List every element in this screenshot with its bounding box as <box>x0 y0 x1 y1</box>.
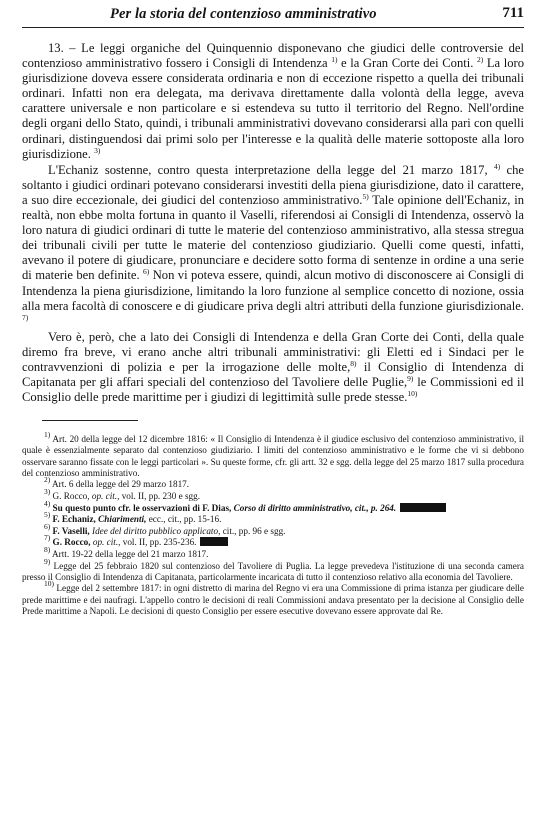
footnote-9 <box>22 556 525 583</box>
footnote-ref: 4) <box>493 161 501 171</box>
footnote-10 <box>22 579 524 617</box>
footnote-ref: 9) <box>407 374 414 384</box>
paragraph-tribunali <box>22 330 524 405</box>
footnote-ref: 7) <box>22 312 29 322</box>
footnote-number: 1) <box>44 430 51 440</box>
text-run: il Consiglio di Intendenza di Capitanata per gli affari speciali del contenzioso del Tavoliere delle Puglie, <box>22 359 524 390</box>
footnote-7 <box>22 533 524 548</box>
text-run: le Commissioni ed il Consiglio delle prede marittime per i giudizi di legittimità sulle prede stesse. <box>22 375 524 405</box>
footnote-text: vol. II, pp. 230 e sgg. <box>121 491 201 502</box>
footnote-ref: 2) <box>477 55 484 65</box>
footnote-ref: 10) <box>407 389 418 399</box>
footnote-ref: 6) <box>143 267 150 277</box>
footnote-6 <box>22 521 524 537</box>
text-run: Tale opinione dell'Echaniz, in realtà, non ebbe molta fortuna in quanto il Vaselli, riferendosi ai Consigli di Intendenza, osservò la loro natura di giudici ordinari di tutte le materie del contenzioso amministrativo, alla stessa stregua dei tribunali civili per tutte le materie del contenzioso giudiziario. Quelli come questi, infatti, avevano il potere di giudicare, pronunciare e decidere sotto forma di sentenze in ordine a una serie di materie ben definite. <box>22 192 524 283</box>
footnote-author: F. Vaselli, <box>52 525 90 536</box>
footnote-ref: 3) <box>94 145 101 155</box>
footnote-number: 7) <box>44 533 51 543</box>
footnote-ref: 8) <box>350 358 357 368</box>
text-run: Vero è, però, che a lato dei Consigli di Intendenza e della Gran Corte dei Conti, della quale diremo fra breve, vi erano anche altri tribunali amministrativi: gli Eletti ed i Sindaci per le contravvenzioni di polizia e per la irrogazione delle molte, <box>22 329 524 374</box>
footnote-text: Legge del 25 febbraio 1820 sul contenzioso del Tavoliere di Puglia. La legge prevedeva l'istituzione di una seconda camera presso il Consiglio di Intendenza di Capitanata, particolarmente incaricata di tutto il contenzioso relativo alla economia del Tavoliere. <box>22 560 525 582</box>
footnote-text: cit., pp. 96 e sgg. <box>222 525 286 536</box>
footnote-text: Artt. 19-22 della legge del 21 marzo 1817. <box>52 549 209 560</box>
footnote-ref-text: op. cit., <box>92 537 121 548</box>
footnote-title: Corso di diritto amministrativo, cit., p. 264. <box>233 502 397 513</box>
text-run: La loro giurisdizione doveva essere considerata ordinaria e non di eccezione rispetto a quella dei tribunali ordinari. Infatti non era delegata, ma derivava direttamente dalla volontà della legge, aveva carattere universale e non particolare e si estendeva su tutto il territorio del Regno. Nell'ordine degli organi dello Stato, quindi, i tribunali amministrativi dovevano considerarsi alla pari con quelli ordinari, distinguendosi dai primi solo per l'interesse e la qualità delle materie sottoposte alla loro giurisdizione. <box>22 56 525 161</box>
footnote-author: F. Dias, <box>202 502 232 513</box>
footnote-number: 3) <box>44 487 51 497</box>
paragraph-13 <box>22 41 524 162</box>
footnote-4 <box>22 498 524 514</box>
footnote-divider <box>42 420 138 421</box>
page-number: 711 <box>502 5 524 21</box>
footnote-number: 8) <box>44 545 51 555</box>
text-run: e la Gran Corte dei Conti. <box>341 56 474 71</box>
footnote-author: G. Rocco, <box>52 537 91 548</box>
footnote-number: 5) <box>44 510 51 520</box>
footnote-number: 2) <box>44 475 51 485</box>
footnote-8 <box>22 545 524 560</box>
paragraph-echaniz <box>22 163 524 329</box>
footnote-text: ecc., cit., pp. 15-16. <box>148 514 222 525</box>
running-title: Per la storia del contenzioso amministrativo <box>110 6 377 22</box>
text-run: Non vi poteva essere, quindi, alcun motivo di disconoscere ai Consigli di Intendenza la piena giurisdizione, limitando la loro funzione al semplice concetto di nozione, ossia alla mera facoltà di conoscere e di giudicare priva degli altri attributi della funzione giurisdizionale. <box>22 268 524 313</box>
text-run: che soltanto i giudici ordinari potevano considerarsi investiti della piena giurisdizione, dato il carattere, a suo dire eccezionale, dei giudici del contenzioso amministrativo. <box>22 162 524 207</box>
footnote-text: Art. 6 della legge del 29 marzo 1817. <box>52 479 190 490</box>
footnote-author: F. Echaniz, <box>52 514 96 525</box>
text-run: 13. – Le leggi organiche del Quinquennio disponevano che giudici delle controversie del contenzioso amministrativo fossero i Consigli di Intendenza <box>22 41 524 71</box>
footnotes <box>22 430 525 617</box>
footnote-text: Art. 20 della legge del 12 dicembre 1816: « Il Consiglio di Intendenza è il giudice esclusivo del contenzioso amministrativo, il quale è essenzialmente separato dal contenzioso giudiziario. I limiti del contenzioso amministrativo e le forme che vi si debbono osservare saranno fissate con le leggi particolari ». Su queste forme, cfr. gli artt. 32 e sgg. della legge del 25 marzo 1817 sulla procedura del contenzioso amministrativo. <box>22 434 524 478</box>
footnote-5 <box>22 510 524 525</box>
text-run: L'Echaniz sostenne, contro questa interpretazione della legge del 21 marzo 1817, <box>48 162 488 177</box>
footnote-ref: 5) <box>362 191 369 201</box>
footnote-ref-text: op. cit., <box>91 491 120 502</box>
footnote-number: 4) <box>44 498 51 508</box>
redaction-mark <box>200 537 228 546</box>
footnote-text: vol. II, pp. 235-236. <box>122 537 197 548</box>
footnote-2 <box>22 475 524 490</box>
footnote-text: Legge del 2 settembre 1817: in ogni distretto di marina del Regno vi era una Commissione di prima istanza per giudicare delle prede marittime e dei naufragi. L'appello contro le decisioni di reali Commissioni andava presentato per la decisione al Consiglio delle Prede marittime a Napoli. Le decisioni di questo Consiglio per essere esecutive dovevano essere approvate dal Re. <box>22 583 524 616</box>
footnote-1 <box>22 430 524 479</box>
footnote-title: Idee del diritto pubblico applicato, <box>92 525 221 536</box>
footnote-number: 9) <box>44 556 51 566</box>
footnote-text: Su questo punto cfr. le osservazioni di <box>52 502 200 513</box>
footnote-title: Chiarimenti, <box>98 514 147 525</box>
footnote-author: G. Rocco, <box>52 491 90 502</box>
footnote-number: 6) <box>44 521 51 531</box>
redaction-mark <box>400 503 446 512</box>
footnote-3 <box>22 487 524 502</box>
page-header <box>22 0 524 28</box>
footnote-ref: 1) <box>331 55 338 65</box>
body-text <box>22 41 524 405</box>
footnote-number: 10) <box>44 579 54 589</box>
